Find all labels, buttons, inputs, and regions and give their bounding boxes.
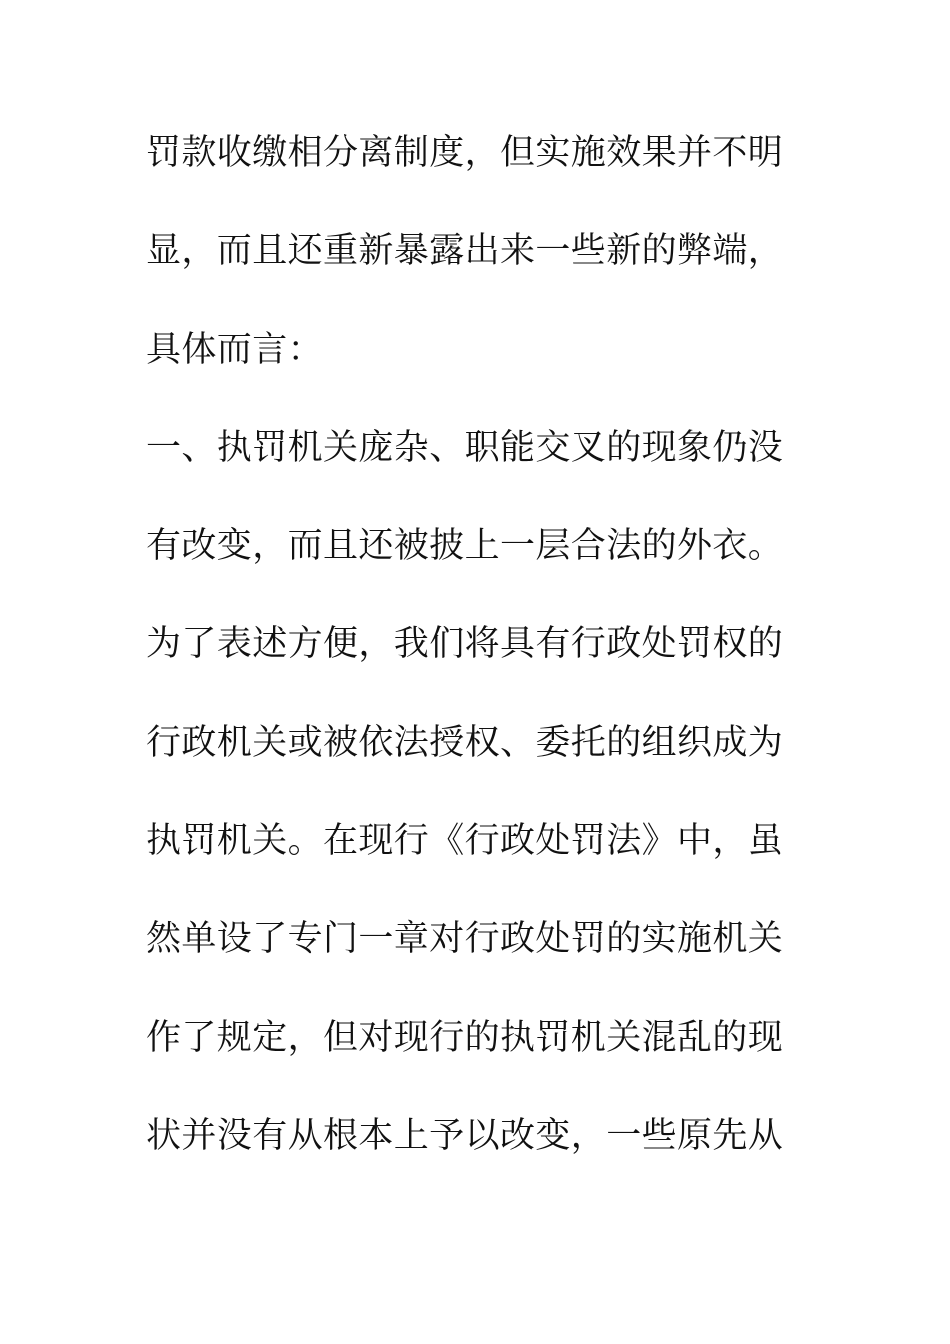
text-line-7: 行政机关或被依法授权、委托的组织成为 — [146, 722, 784, 763]
text-line-8: 执罚机关。在现行《行政处罚法》中，虽 — [146, 821, 784, 862]
text-line-6: 为了表述方便，我们将具有行政处罚权的 — [146, 624, 784, 665]
text-line-4: 一、执罚机关庞杂、职能交叉的现象仍没 — [146, 427, 784, 468]
text-line-11: 状并没有从根本上予以改变，一些原先从 — [146, 1115, 784, 1156]
text-line-3: 具体而言： — [146, 329, 324, 370]
text-line-10: 作了规定，但对现行的执罚机关混乱的现 — [146, 1017, 784, 1058]
text-line-2: 显，而且还重新暴露出来一些新的弊端， — [146, 231, 784, 272]
text-line-5: 有改变，而且还被披上一层合法的外衣。 — [146, 526, 784, 567]
text-line-9: 然单设了专门一章对行政处罚的实施机关 — [146, 919, 784, 960]
body-text — [146, 124, 796, 1205]
text-line-1: 罚款收缴相分离制度，但实施效果并不明 — [146, 133, 784, 173]
